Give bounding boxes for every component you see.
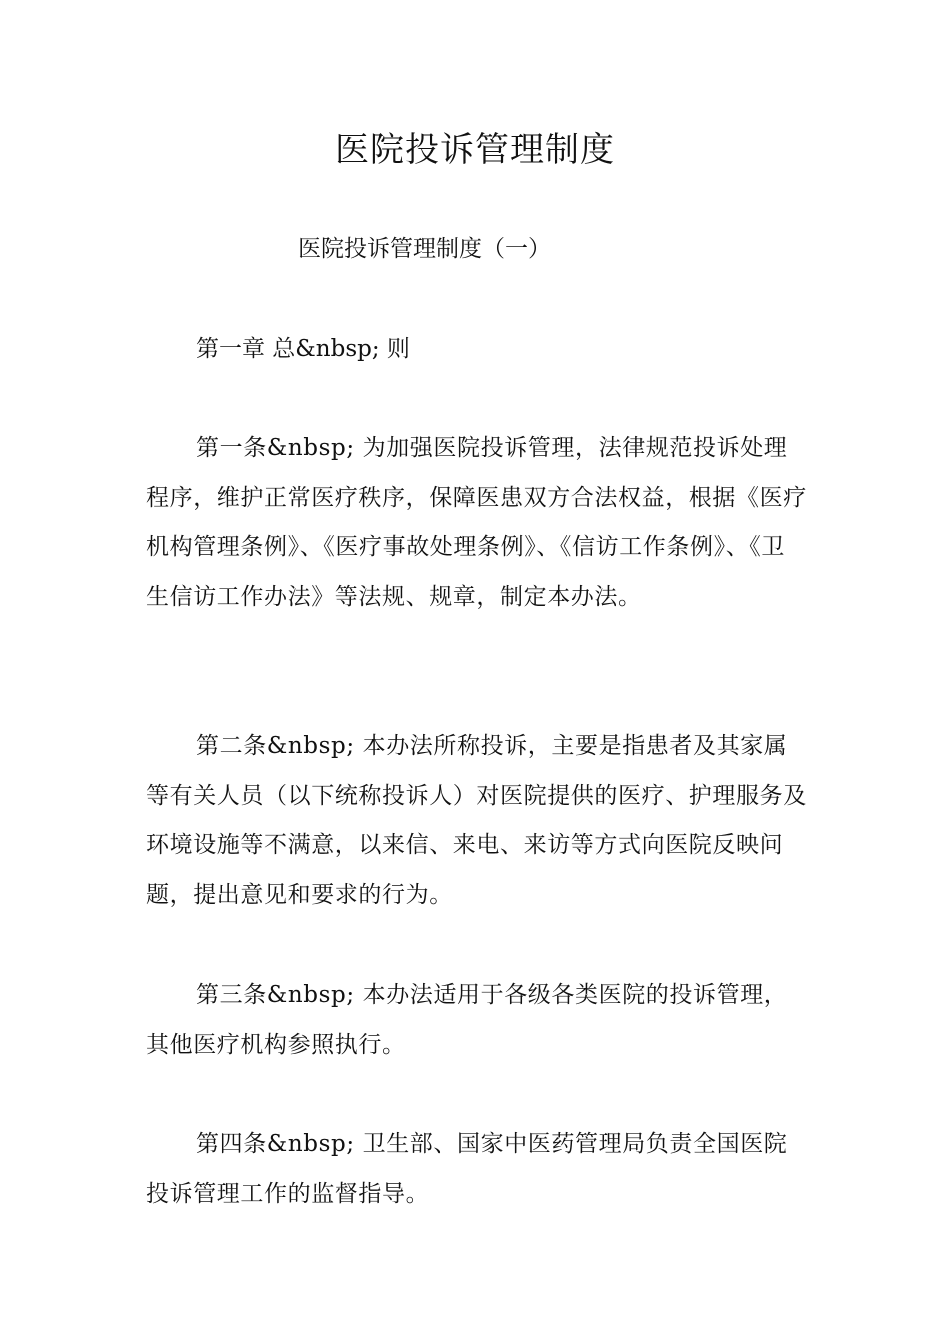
article-3: 第三条&nbsp; 本办法适用于各级各类医院的投诉管理，其他医疗机构参照执行。 (146, 982, 788, 1058)
document-subtitle: 医院投诉管理制度（一） (298, 236, 551, 262)
article-1: 第一条&nbsp; 为加强医院投诉管理，法律规范投诉处理程序，维护正常医疗秩序，保障医患双方合法权益，根据《医疗机构管理条例》、《医疗事故处理条例》、《信访工作条例》、《卫生信访工作办法》等法规、规章，制定本办法。 (146, 435, 807, 610)
article-2: 第二条&nbsp; 本办法所称投诉，主要是指患者及其家属等有关人员（以下统称投诉人）对医院提供的医疗、护理服务及环境设施等不满意，以来信、来电、来访等方式向医院反映问题，提出意见和要求的行为。 (146, 733, 807, 908)
chapter-heading: 第一章 总&nbsp; 则 (196, 336, 410, 362)
document-title: 医院投诉管理制度 (335, 130, 615, 170)
article-4: 第四条&nbsp; 卫生部、国家中医药管理局负责全国医院投诉管理工作的监督指导。 (146, 1131, 788, 1207)
